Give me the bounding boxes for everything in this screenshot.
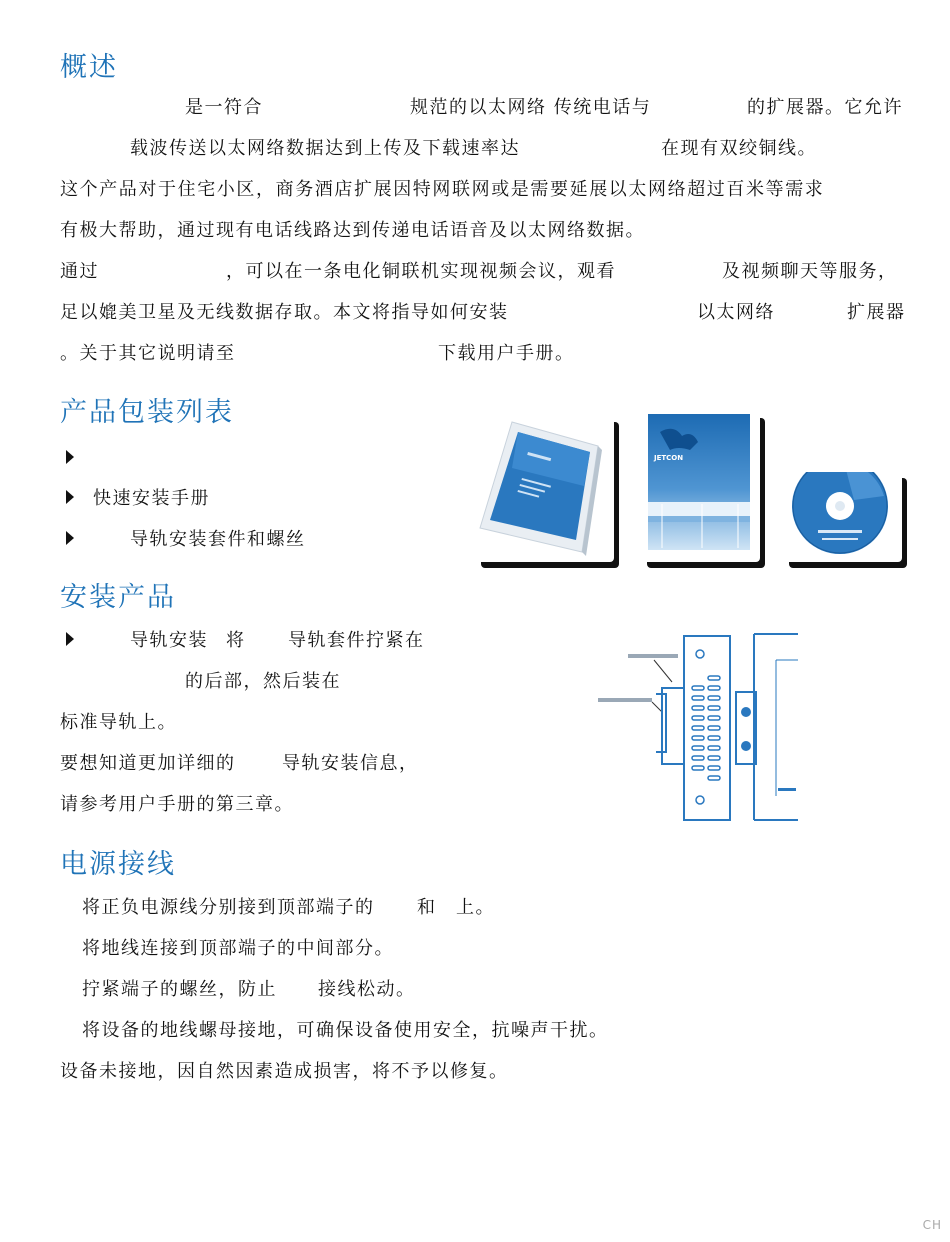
overview-line6-c: 扩展器 — [847, 302, 906, 323]
overview-line2-a: 载波传送以太网络数据达到上传及下载速率达 — [130, 138, 520, 159]
product-device-image — [476, 416, 614, 562]
power-step3-b: 接线松动。 — [318, 979, 416, 1000]
overview-line6-a: 足以媲美卫星及无线数据存取。本文将指导如何安装 — [60, 302, 509, 323]
quick-guide-cover-image — [642, 412, 760, 562]
cover-logo-text: JETCON — [654, 454, 684, 462]
install-line5: 请参考用户手册的第三章。 — [60, 794, 294, 815]
page-language-tag: CH — [922, 1218, 942, 1232]
install-bullet-a: 导轨安装 — [130, 630, 208, 651]
overview-line7-a: 。关于其它说明请至 — [60, 343, 236, 364]
overview-line1-a: 是一符合 — [185, 97, 263, 118]
overview-line6-b: 以太网络 — [697, 302, 775, 323]
overview-line5-b: ，可以在一条电化铜联机实现视频会议，观看 — [226, 261, 616, 282]
install-line4-b: 导轨安装信息， — [282, 753, 419, 774]
install-line4-a: 要想知道更加详细的 — [60, 753, 236, 774]
install-bullet-c: 导轨套件拧紧在 — [288, 630, 425, 651]
overview-line2-b: 在现有双绞铜线。 — [661, 138, 817, 159]
install-heading: 安装产品 — [60, 582, 176, 613]
power-step1-a: 将正负电源线分别接到顶部端子的 — [82, 897, 375, 918]
power-step1-b: 和 — [417, 897, 437, 918]
power-step3-a: 拧紧端子的螺丝，防止 — [82, 979, 277, 1000]
power-step4: 将设备的地线螺母接地，可确保设备使用安全，抗噪声干扰。 — [82, 1020, 609, 1041]
overview-line3: 这个产品对于住宅小区，商务酒店扩展因特网联网或是需要延展以太网络超过百米等需求 — [60, 179, 825, 200]
overview-line5-c: 及视频聊天等服务， — [722, 261, 898, 282]
din-rail-diagram — [596, 630, 800, 824]
bullet-arrow-icon — [66, 632, 74, 646]
package-item-rail-kit: 导轨安装套件和螺丝 — [130, 529, 306, 550]
bullet-arrow-icon — [66, 531, 74, 545]
install-bullet-b: 将 — [226, 630, 246, 651]
power-step5: 设备未接地，因自然因素造成损害，将不予以修复。 — [60, 1061, 509, 1082]
cd-image — [784, 472, 902, 562]
package-item-quick-guide: 快速安装手册 — [93, 488, 210, 509]
overview-line7-b: 下载用户手册。 — [438, 343, 575, 364]
overview-line1-b: 规范的以太网络 传统电话与 — [410, 97, 652, 118]
install-line3: 标准导轨上。 — [60, 712, 177, 733]
overview-line4: 有极大帮助，通过现有电话线路达到传递电话语音及以太网络数据。 — [60, 220, 645, 241]
install-line2: 的后部，然后装在 — [185, 671, 341, 692]
package-heading: 产品包装列表 — [60, 397, 234, 428]
overview-heading: 概述 — [60, 52, 118, 83]
overview-line1-c: 的扩展器。它允许 — [747, 97, 903, 118]
overview-line5-a: 通过 — [60, 261, 99, 282]
bullet-arrow-icon — [66, 490, 74, 504]
bullet-arrow-icon — [66, 450, 74, 464]
power-heading: 电源接线 — [60, 849, 176, 880]
power-step1-c: 上。 — [456, 897, 495, 918]
power-step2: 将地线连接到顶部端子的中间部分。 — [82, 938, 394, 959]
